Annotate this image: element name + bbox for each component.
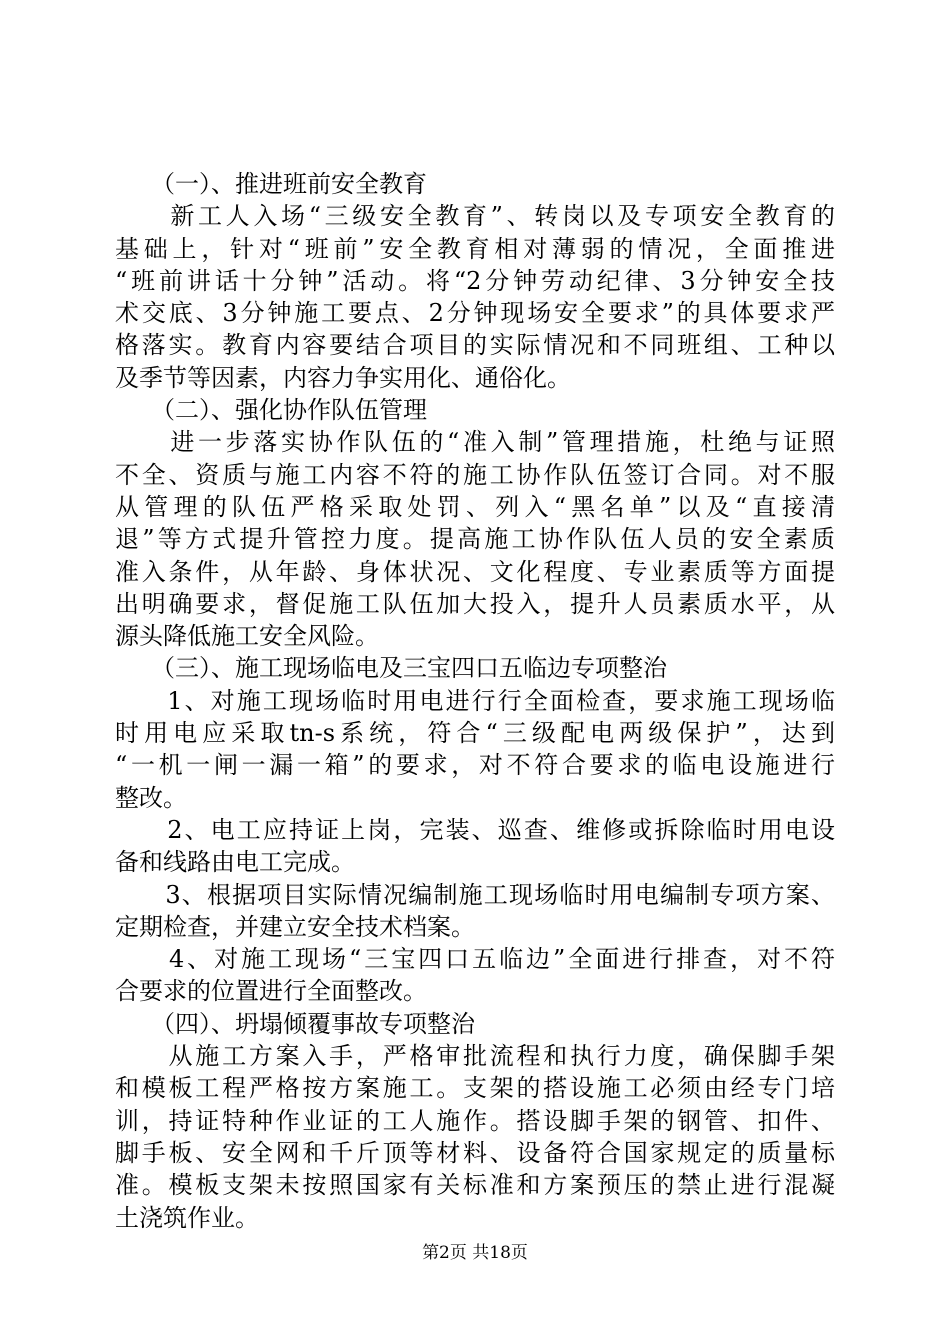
text-line: 准。模板支架未按照国家有关标准和方案预压的禁止进行混凝 (115, 1171, 835, 1200)
text-line: 1、对施工现场临时用电进行行全面检查，要求施工现场临 (115, 686, 835, 715)
text-line: 训，持证特种作业证的工人施作。搭设脚手架的钢管、扣件、 (115, 1106, 835, 1135)
document-body (115, 168, 835, 1234)
text-line: 4、对施工现场“三宝四口五临边”全面进行排查，对不符 (115, 945, 835, 974)
text-line: 术交底、3分钟施工要点、2分钟现场安全要求”的具体要求严 (115, 299, 835, 328)
text-line: 进一步落实协作队伍的“准入制”管理措施，杜绝与证照 (115, 428, 835, 457)
text-line: 源头降低施工安全风险。 (115, 622, 379, 651)
text-line: 备和线路由电工完成。 (115, 848, 355, 877)
text-line: 准入条件，从年龄、身体状况、文化程度、专业素质等方面提 (115, 557, 835, 586)
text-line: 从施工方案入手，严格审批流程和执行力度，确保脚手架 (115, 1042, 835, 1071)
text-line: 退”等方式提升管控力度。提高施工协作队伍人员的安全素质 (115, 525, 835, 554)
text-line: 和模板工程严格按方案施工。支架的搭设施工必须由经专门培 (115, 1074, 835, 1103)
text-line: 及季节等因素，内容力争实用化、通俗化。 (115, 363, 571, 392)
text-line: （四）、坍塌倾覆事故专项整治 (115, 1009, 475, 1038)
text-line: 不全、资质与施工内容不符的施工协作队伍签订合同。对不服 (115, 460, 835, 489)
text-line: 从管理的队伍严格采取处罚、列入“黑名单”以及“直接清 (115, 492, 835, 521)
text-line: 3、根据项目实际情况编制施工现场临时用电编制专项方案、 (115, 880, 835, 909)
text-line: 土浇筑作业。 (115, 1203, 259, 1232)
text-line: 格落实。教育内容要结合项目的实际情况和不同班组、工种以 (115, 331, 835, 360)
text-line: 时用电应采取tn-s系统，符合“三级配电两级保护”，达到 (115, 719, 835, 748)
text-line: 脚手板、安全网和千斤顶等材料、设备符合国家规定的质量标 (115, 1138, 835, 1167)
text-line: （一）、推进班前安全教育 (115, 170, 427, 198)
text-line: 出明确要求，督促施工队伍加大投入，提升人员素质水平，从 (115, 589, 835, 618)
text-line: 定期检查，并建立安全技术档案。 (115, 912, 475, 941)
text-line: 基础上，针对“班前”安全教育相对薄弱的情况，全面推进 (115, 234, 835, 263)
text-line: 新工人入场“三级安全教育”、转岗以及专项安全教育的 (115, 202, 835, 231)
text-line: 合要求的位置进行全面整改。 (115, 977, 427, 1006)
page-footer: 第2页 共18页 (422, 1243, 528, 1263)
text-line: 2、电工应持证上岗，完装、巡查、维修或拆除临时用电设 (115, 815, 835, 844)
text-line: （二）、强化协作队伍管理 (115, 396, 427, 425)
text-line: 整改。 (115, 783, 187, 812)
text-line: “班前讲话十分钟”活动。将“2分钟劳动纪律、3分钟安全技 (115, 266, 835, 295)
text-line: （三）、施工现场临电及三宝四口五临边专项整治 (115, 654, 667, 683)
text-line: “一机一闸一漏一箱”的要求，对不符合要求的临电设施进行 (115, 751, 835, 780)
